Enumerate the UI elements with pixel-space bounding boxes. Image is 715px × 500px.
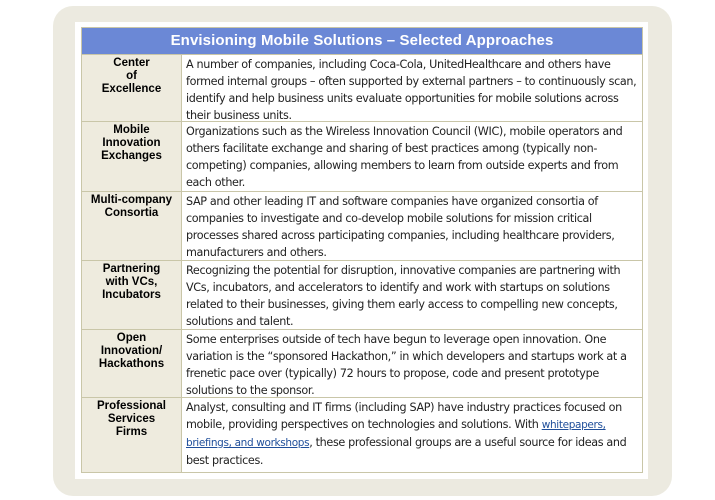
row-label-partnering-with-vcs: Partnering with VCs, Incubators — [82, 261, 182, 329]
row-description — [182, 398, 642, 472]
row-description: Some enterprises outside of tech have begun to leverage open innovation. One variation is the “sponsored Hackathon,” in which developers and startups work at a frenetic pace over (typically) 72 hours to propose, code and present prototype solutions to the sponsor. — [186, 332, 627, 397]
description-text-after: , these professional groups are a useful source for ideas and best practices. — [186, 435, 627, 467]
description-text-before: Analyst, consulting and IT firms (including SAP) have industry practices focused on mobile, providing perspectives on technologies and solutions. With — [186, 400, 622, 431]
row-description: Organizations such as the Wireless Innovation Council (WIC), mobile operators and others facilitate exchange and sharing of best practices among (typically non-competing) companies, allowing members to learn from outside experts and from each other. — [186, 124, 623, 189]
row-label-center-of-excellence: Center of Excellence — [82, 55, 182, 121]
table-row — [82, 398, 642, 472]
row-description: SAP and other leading IT and software companies have organized consortia of companies to investigate and co-develop mobile solutions for mission critical processes shared across participating companies, including healthcare providers, manufacturers and others. — [186, 194, 615, 259]
row-label-mobile-innovation-exchanges: Mobile Innovation Exchanges — [82, 122, 182, 191]
approaches-table — [81, 27, 643, 473]
table-row — [82, 261, 642, 330]
row-label-open-innovation: Open Innovation/ Hackathons — [82, 330, 182, 397]
row-description: A number of companies, including Coca-Cola, UnitedHealthcare and others have formed internal groups – often supported by external partners – to continuously scan, identify and help business units evaluate opportunities for mobile solutions across their business units. — [186, 57, 637, 122]
table-row — [82, 330, 642, 398]
table-row — [82, 192, 642, 261]
table-row — [82, 55, 642, 122]
row-label-multi-company-consortia: Multi-company Consortia — [82, 192, 182, 260]
whitepapers-link[interactable]: whitepapers, briefings, and workshops — [186, 418, 606, 449]
table-row — [82, 122, 642, 192]
row-description: Recognizing the potential for disruption, innovative companies are partnering with VCs, incubators, and accelerators to identify and work with startups on solutions related to their businesses, giving them early access to compelling new concepts, solutions and talent. — [186, 263, 621, 328]
table-title: Envisioning Mobile Solutions – Selected Approaches — [82, 28, 642, 55]
row-label-professional-services: Professional Services Firms — [82, 398, 182, 472]
